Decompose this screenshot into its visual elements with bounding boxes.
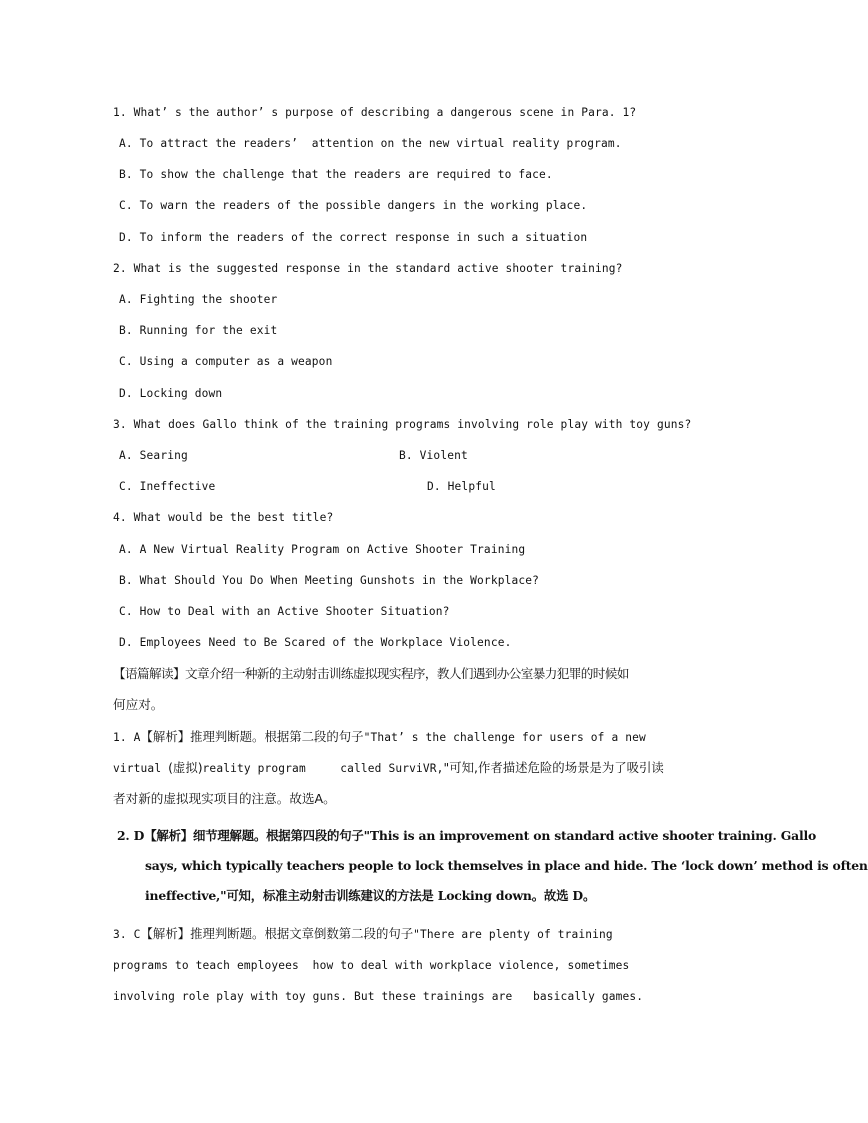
overview-line-2: 何应对。: [113, 697, 164, 712]
answer-1-line-1: 1. A【解析】推理判断题。根据第二段的句子"That’ s the challenge for users of a new: [113, 729, 646, 744]
question-1-option-b: B. To show the challenge that the readers are required to face.: [119, 168, 553, 181]
question-4-option-c: C. How to Deal with an Active Shooter Situation?: [119, 605, 450, 618]
answer-1-line-2: virtual (虚拟)reality program called SurviVR,"可知,作者描述危险的场景是为了吸引读: [113, 760, 664, 775]
overview-line-1: 【语篇解读】文章介绍一种新的主动射击训练虚拟现实程序，教人们遇到办公室暴力犯罪的时候如: [113, 666, 629, 681]
answer-2-line-1: 2. D【解析】细节理解题。根据第四段的句子"This is an improvement on standard active shooter training. Gallo: [117, 828, 817, 843]
answer-2-line-3: ineffective,"可知，标准主动射击训练建议的方法是 Locking down。故选 D。: [145, 888, 596, 903]
question-4-option-d: D. Employees Need to Be Scared of the Workplace Violence.: [119, 636, 512, 649]
question-4-stem: 4. What would be the best title?: [113, 511, 334, 524]
answer-1-line-3: 者对新的虚拟现实项目的注意。故选A。: [113, 791, 336, 806]
question-3-option-d: D. Helpful: [427, 480, 496, 493]
answer-3-line-3: involving role play with toy guns. But these trainings are basically games.: [113, 990, 644, 1003]
answer-2-line-2: says, which typically teachers people to lock themselves in place and hide. The ‘lock down’ method is often: [145, 858, 868, 873]
question-2-option-c: C. Using a computer as a weapon: [119, 355, 333, 368]
question-2-option-d: D. Locking down: [119, 387, 223, 400]
question-2-option-b: B. Running for the exit: [119, 324, 278, 337]
question-1-option-c: C. To warn the readers of the possible dangers in the working place.: [119, 199, 588, 212]
question-1-option-d: D. To inform the readers of the correct response in such a situation: [119, 231, 588, 244]
question-3-stem: 3. What does Gallo think of the training programs involving role play with toy guns?: [113, 418, 692, 431]
question-3-option-a: A. Searing: [119, 449, 188, 462]
question-4-option-a: A. A New Virtual Reality Program on Active Shooter Training: [119, 543, 526, 556]
question-3-option-b: B. Violent: [399, 449, 468, 462]
question-2-option-a: A. Fighting the shooter: [119, 293, 278, 306]
question-3-option-c: C. Ineffective: [119, 480, 216, 493]
answer-3-line-1: 3. C【解析】推理判断题。根据文章倒数第二段的句子"There are plenty of training: [113, 926, 613, 941]
question-1-option-a: A. To attract the readers’ attention on the new virtual reality program.: [119, 137, 622, 150]
answer-3-line-2: programs to teach employees how to deal with workplace violence, sometimes: [113, 959, 630, 972]
question-4-option-b: B. What Should You Do When Meeting Gunshots in the Workplace?: [119, 574, 540, 587]
question-1-stem: 1. What’ s the author’ s purpose of describing a dangerous scene in Para. 1?: [113, 106, 637, 119]
question-2-stem: 2. What is the suggested response in the standard active shooter training?: [113, 262, 623, 275]
